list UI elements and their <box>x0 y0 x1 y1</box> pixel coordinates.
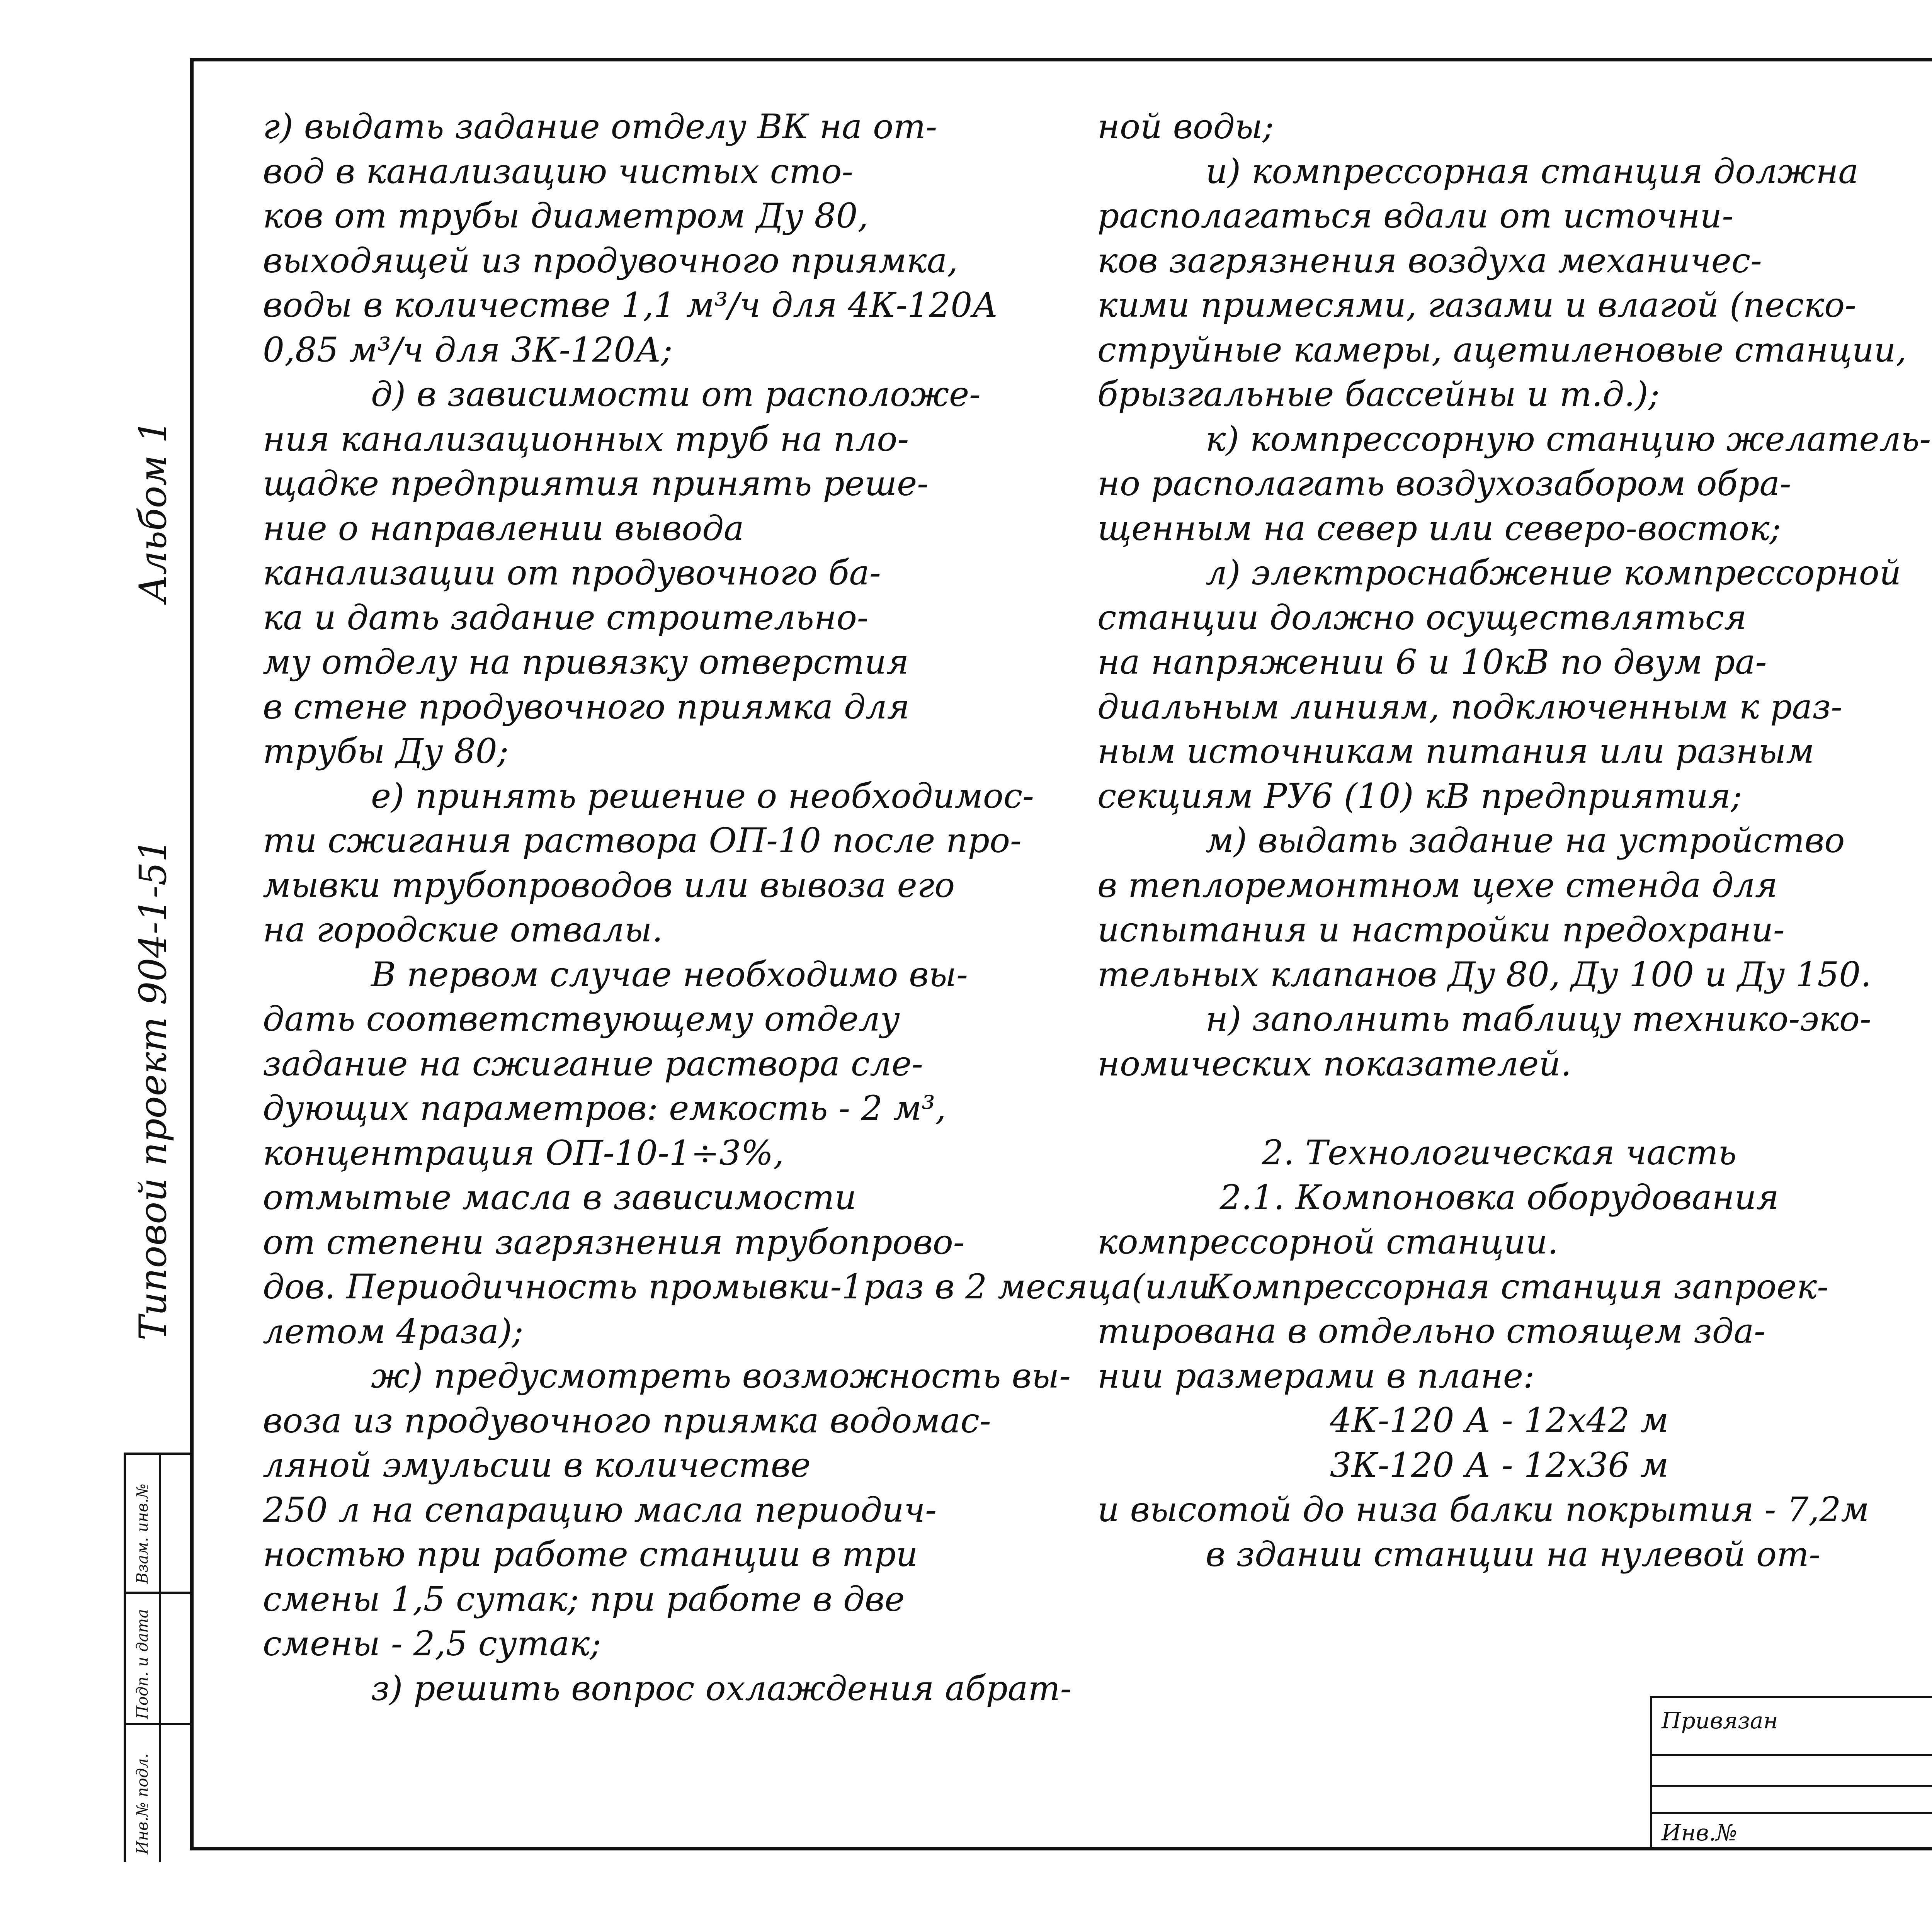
binding-block <box>1650 1696 1932 1850</box>
text-line: станции должно осуществляться <box>1097 597 1747 637</box>
text-line: и высотой до низа балки покрытия - 7,2м <box>1097 1490 1869 1529</box>
text-line: и) компрессорная станция должна <box>1206 151 1859 191</box>
text-line: ние о направлении вывода <box>263 508 744 548</box>
text-line: отмытые масла в зависимости <box>263 1177 857 1217</box>
text-line: дать соответствующему отделу <box>263 999 900 1039</box>
text-line: летом 4раза); <box>263 1311 524 1351</box>
text-line: выходящей из продувочного приямка, <box>263 240 958 280</box>
text-line: ния канализационных труб на пло- <box>263 419 909 459</box>
text-line: трубы Ду 80; <box>263 731 509 771</box>
text-line: секциям РУ6 (10) кВ предприятия; <box>1097 776 1742 816</box>
text-line: канализации от продувочного ба- <box>263 553 881 593</box>
text-line: смены - 2,5 сутак; <box>263 1624 602 1663</box>
approval-strip <box>124 1453 192 1862</box>
text-line: номических показателей. <box>1097 1043 1571 1084</box>
text-line: к) компрессорную станцию желатель- <box>1206 419 1931 459</box>
text-line: тирована в отдельно стоящем зда- <box>1097 1311 1765 1351</box>
text-line: м) выдать задание на устройство <box>1206 821 1845 860</box>
text-line: ж) предусмотреть возможность вы- <box>371 1356 1071 1396</box>
text-column-2 <box>1097 104 1931 1577</box>
text-line: воды в количестве 1,1 м³/ч для 4К-120А <box>263 285 998 325</box>
text-line: задание на сжигание раствора сле- <box>263 1043 923 1084</box>
bound-label: Привязан <box>1662 1707 1778 1734</box>
text-line: смены 1,5 сутак; при работе в две <box>263 1579 905 1619</box>
strip-label: Подп. и дата <box>134 1609 151 1719</box>
text-line: Компрессорная станция запроек- <box>1206 1266 1828 1306</box>
text-line: му отделу на привязку отверстия <box>263 642 909 682</box>
text-line: в стене продувочного приямка для <box>263 686 910 727</box>
text-line: на городские отвалы. <box>263 910 663 950</box>
text-line: кими примесями, газами и влагой (песко- <box>1097 285 1856 325</box>
text-line: н) заполнить таблицу технико-эко- <box>1206 999 1871 1039</box>
text-line: в здании станции на нулевой от- <box>1206 1534 1821 1574</box>
text-line: располагаться вдали от источни- <box>1097 196 1734 236</box>
text-line: 0,85 м³/ч для 3К-120А; <box>263 330 673 370</box>
text-line: мывки трубопроводов или вывоза его <box>263 865 955 905</box>
text-line: 250 л на сепарацию масла периодич- <box>263 1490 937 1530</box>
text-line: испытания и настройки предохрани- <box>1097 910 1785 950</box>
text-line: ностью при работе станции в три <box>263 1534 918 1574</box>
text-line: но располагать воздухозабором обра- <box>1097 464 1791 503</box>
text-line: концентрация ОП-10-1÷3%, <box>263 1133 784 1173</box>
text-line: д) в зависимости от расположе- <box>371 374 981 414</box>
section-title: 2. Технологическая часть <box>1262 1133 1737 1172</box>
dimension-line: 4К-120 А - 12х42 м <box>1330 1400 1669 1440</box>
text-line: диальным линиям, подключенным к раз- <box>1097 686 1842 727</box>
text-line: г) выдать задание отделу ВК на от- <box>263 107 937 146</box>
text-line: е) принять решение о необходимос- <box>371 776 1034 816</box>
text-line: дующих параметров: емкость - 2 м³, <box>263 1088 946 1128</box>
subsection-title: 2.1. Компоновка оборудования <box>1219 1177 1779 1217</box>
project-label: Типовой проект 904-1-51 <box>131 838 175 1340</box>
text-line: в теплоремонтном цехе стенда для <box>1097 865 1778 905</box>
text-line: щенным на север или северо-восток; <box>1097 508 1781 548</box>
text-line: з) решить вопрос охлаждения абрат- <box>371 1668 1072 1708</box>
strip-label: Взам. инв.№ <box>134 1483 151 1584</box>
text-line: щадке предприятия принять реше- <box>263 464 929 503</box>
text-line: ка и дать задание строительно- <box>263 597 869 637</box>
text-line: ков от трубы диаметром Ду 80, <box>263 196 869 236</box>
text-line: ной воды; <box>1097 107 1274 146</box>
text-line: воза из продувочного приямка водомас- <box>263 1400 991 1441</box>
strip-label: Инв.№ подл. <box>134 1753 151 1854</box>
dimension-line: 3К-120 А - 12х36 м <box>1330 1445 1669 1485</box>
text-line: тельных клапанов Ду 80, Ду 100 и Ду 150. <box>1097 954 1872 994</box>
text-line: от степени загрязнения трубопрово- <box>263 1222 965 1262</box>
text-line: струйные камеры, ацетиленовые станции, <box>1097 330 1907 370</box>
text-line: брызгальные бассейны и т.д.); <box>1097 374 1660 414</box>
text-line: вод в канализацию чистых сто- <box>263 151 854 191</box>
text-line: нии размерами в плане: <box>1097 1356 1535 1396</box>
text-line: ти сжигания раствора ОП-10 после про- <box>263 821 1022 860</box>
text-line: ков загрязнения воздуха механичес- <box>1097 240 1762 280</box>
text-line: В первом случае необходимо вы- <box>371 954 968 994</box>
text-line: л) электроснабжение компрессорной <box>1206 553 1901 593</box>
text-line: ным источникам питания или разным <box>1097 731 1815 771</box>
subsection-title-2: компрессорной станции. <box>1097 1222 1558 1262</box>
album-label: Альбом 1 <box>131 420 175 603</box>
text-line: ляной эмульсии в количестве <box>263 1445 811 1485</box>
text-line: дов. Периодичность промывки-1раз в 2 месяца(или <box>263 1267 1211 1306</box>
text-line: на напряжении 6 и 10кВ по двум ра- <box>1097 642 1767 682</box>
inv-label: Инв.№ <box>1662 1820 1737 1846</box>
